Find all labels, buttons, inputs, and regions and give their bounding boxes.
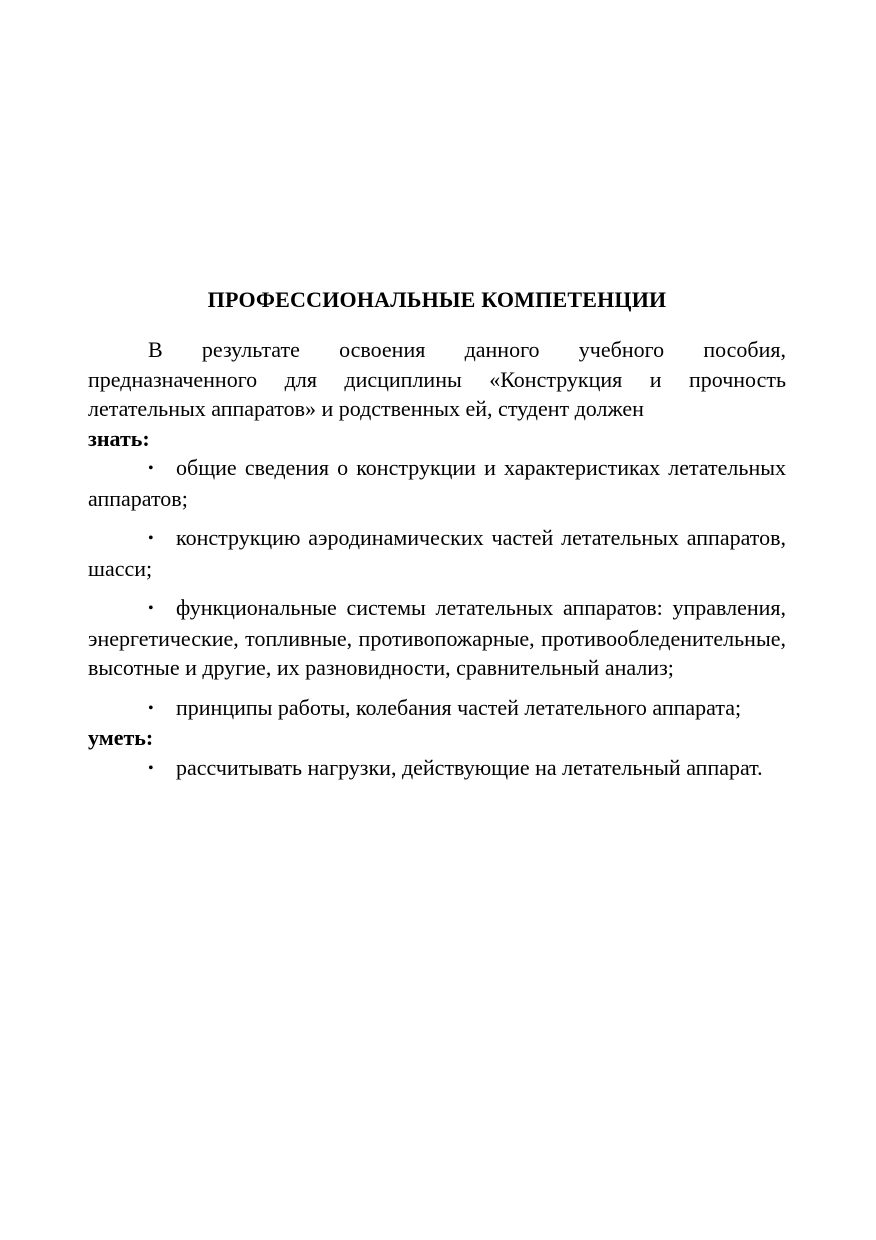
list-item-text: конструкцию аэродинамических частей летательных аппаратов, шасси;: [88, 525, 786, 581]
bullet-icon: •: [148, 530, 154, 547]
section-able: [88, 723, 786, 783]
list-item-text: общие сведения о конструкции и характеристиках летательных аппаратов;: [88, 455, 786, 511]
bullet-icon: •: [148, 600, 154, 617]
list-item: [88, 753, 786, 784]
list-item-text: принципы работы, колебания частей летательного аппарата;: [176, 694, 742, 720]
able-list: [88, 753, 786, 784]
section-label-know: знать:: [88, 425, 150, 451]
list-item: [88, 453, 786, 513]
intro-paragraph: В результате освоения данного учебного пособия, предназначенного для дисциплины «Конструкция и прочность летательных аппаратов» и родственных ей, студент должен: [88, 337, 786, 421]
list-item: [88, 523, 786, 583]
list-item-text: функциональные системы летательных аппаратов: управления, энергетические, топливные, противопожарные, противообледенительные, высотные и другие, их разновидности, сравнительный анализ;: [88, 595, 786, 680]
section-know: [88, 424, 786, 724]
bullet-icon: •: [148, 759, 154, 777]
section-label-able: уметь:: [88, 725, 154, 750]
list-item: [88, 593, 786, 683]
document-page: [88, 283, 786, 783]
bullet-icon: •: [148, 699, 154, 717]
page-title: ПРОФЕССИОНАЛЬНЫЕ КОМПЕТЕНЦИИ: [207, 287, 667, 312]
know-list: [88, 453, 786, 723]
bullet-icon: •: [148, 460, 154, 477]
list-item: [88, 693, 786, 724]
list-item-text: рассчитывать нагрузки, действующие на летательный аппарат.: [176, 754, 763, 780]
